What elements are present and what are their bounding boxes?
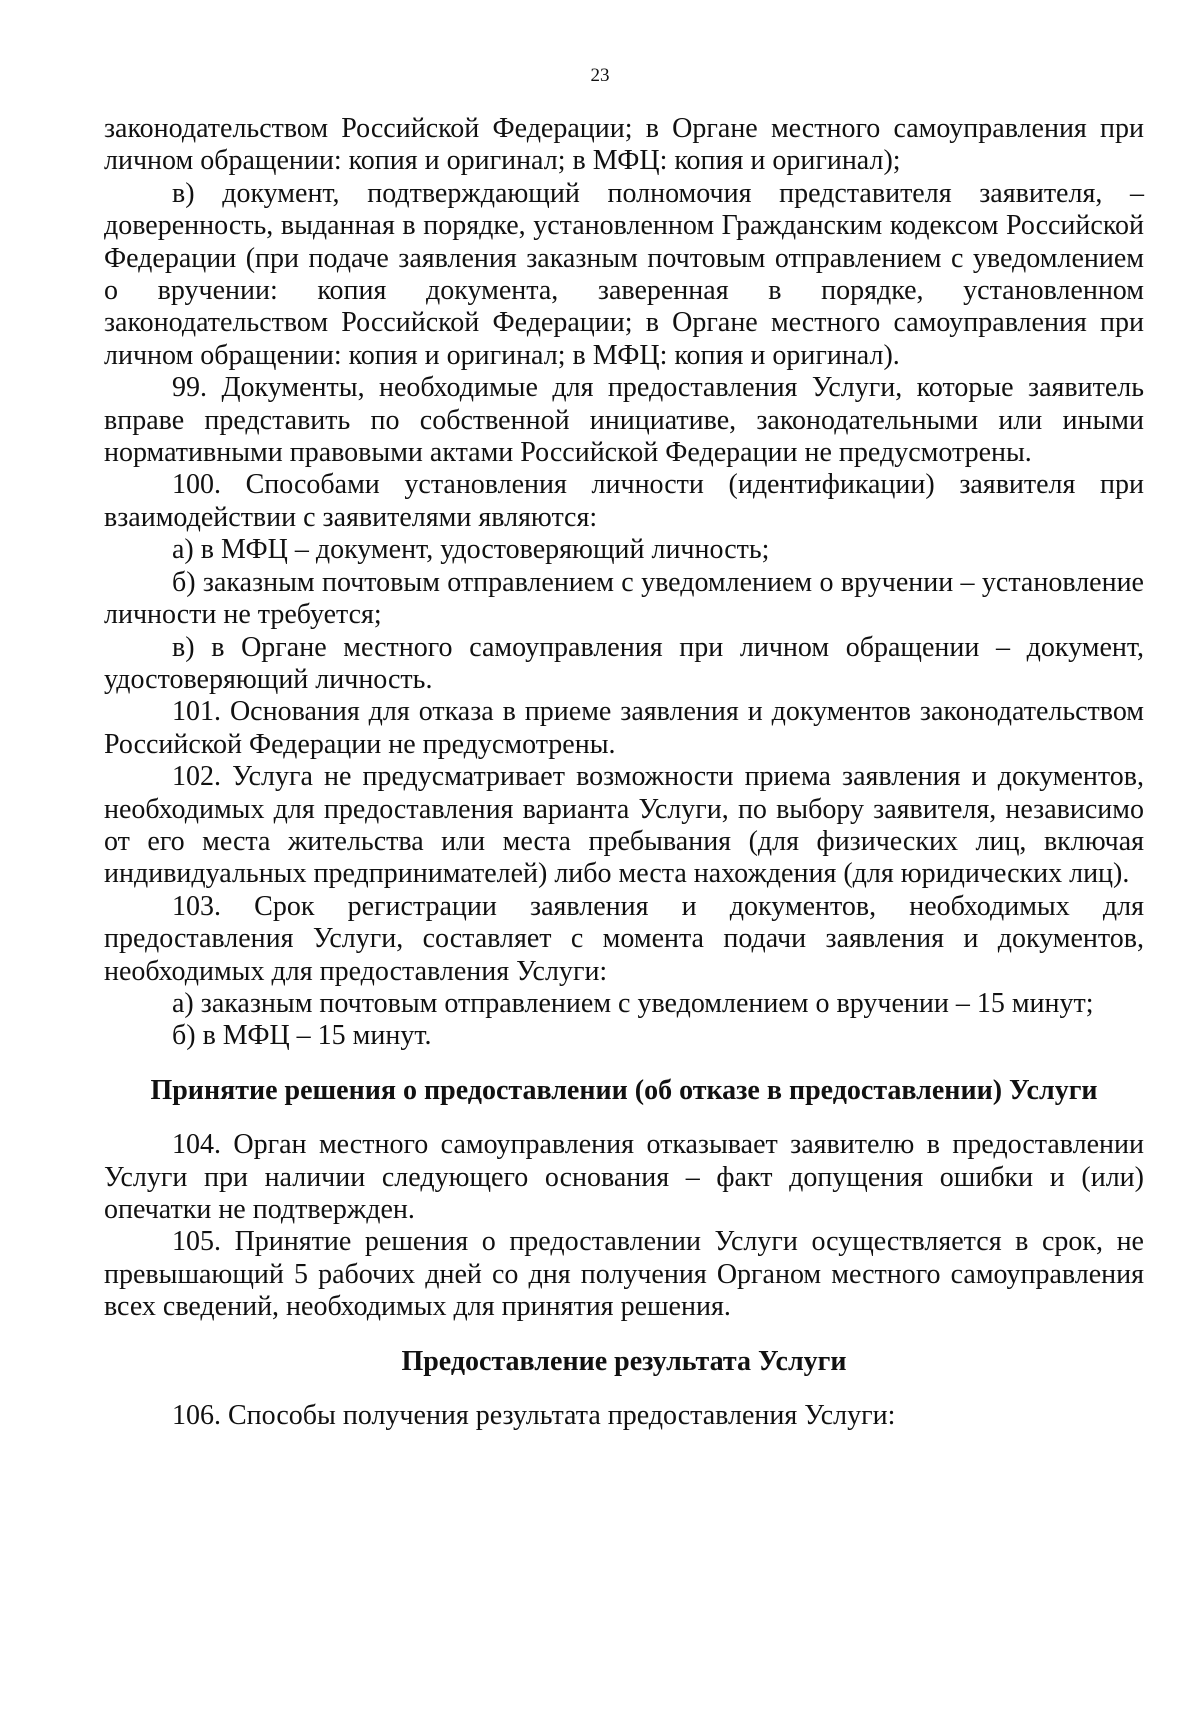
paragraph-100-v: в) в Органе местного самоуправления при личном обращении – документ, удостоверяющий личность.	[104, 631, 1144, 695]
paragraph-continuation: законодательством Российской Федерации; в Органе местного самоуправления при личном обращении: копия и оригинал; в МФЦ: копия и оригинал);	[104, 113, 1144, 177]
section-heading-decision: Принятие решения о предоставлении (об отказе в предоставлении) Услуги	[150, 1074, 1098, 1106]
document-body	[104, 113, 1144, 1432]
paragraph-102: 102. Услуга не предусматривает возможности приема заявления и документов, необходимых для предоставления варианта Услуги, по выбору заявителя, независимо от его места жительства или места пребывания (для физических лиц, включая индивидуальных предпринимателей) либо места нахождения (для юридических лиц).	[104, 761, 1144, 890]
paragraph-104: 104. Орган местного самоуправления отказывает заявителю в предоставлении Услуги при наличии следующего основания – факт допущения ошибки и (или) опечатки не подтвержден.	[104, 1129, 1144, 1225]
paragraph-item-v-proxy: в) документ, подтверждающий полномочия представителя заявителя, – доверенность, выданная в порядке, установленном Гражданским кодексом Российской Федерации (при подаче заявления заказным почтовым отправлением с уведомлением о вручении: копия документа, заверенная в порядке, установленном законодательством Российской Федерации; в Органе местного самоуправления при личном обращении: копия и оригинал; в МФЦ: копия и оригинал).	[104, 177, 1144, 371]
section-heading-result: Предоставление результата Услуги	[401, 1345, 847, 1377]
paragraph-103: 103. Срок регистрации заявления и документов, необходимых для предоставления Услуги, составляет с момента подачи заявления и документов, необходимых для предоставления Услуги:	[104, 890, 1144, 987]
paragraph-101: 101. Основания для отказа в приеме заявления и документов законодательством Российской Федерации не предусмотрены.	[104, 696, 1144, 760]
paragraph-100-b: б) заказным почтовым отправлением с уведомлением о вручении – установление личности не требуется;	[104, 566, 1144, 631]
paragraph-105: 105. Принятие решения о предоставлении Услуги осуществляется в срок, не превышающий 5 рабочих дней со дня получения Органом местного самоуправления всех сведений, необходимых для принятия решения.	[104, 1226, 1144, 1323]
paragraph-103-a: а) заказным почтовым отправлением с уведомлением о вручении – 15 минут;	[172, 987, 1094, 1019]
page-number: 23	[590, 65, 610, 86]
paragraph-103-b: б) в МФЦ – 15 минут.	[172, 1020, 432, 1052]
paragraph-100: 100. Способами установления личности (идентификации) заявителя при взаимодействии с заявителями являются:	[104, 469, 1144, 533]
paragraph-100-a: а) в МФЦ – документ, удостоверяющий личность;	[172, 534, 770, 566]
paragraph-99: 99. Документы, необходимые для предоставления Услуги, которые заявитель вправе представить по собственной инициативе, законодательными или иными нормативными правовыми актами Российской Федерации не предусмотрены.	[104, 372, 1144, 469]
paragraph-106: 106. Способы получения результата предоставления Услуги:	[172, 1400, 896, 1432]
